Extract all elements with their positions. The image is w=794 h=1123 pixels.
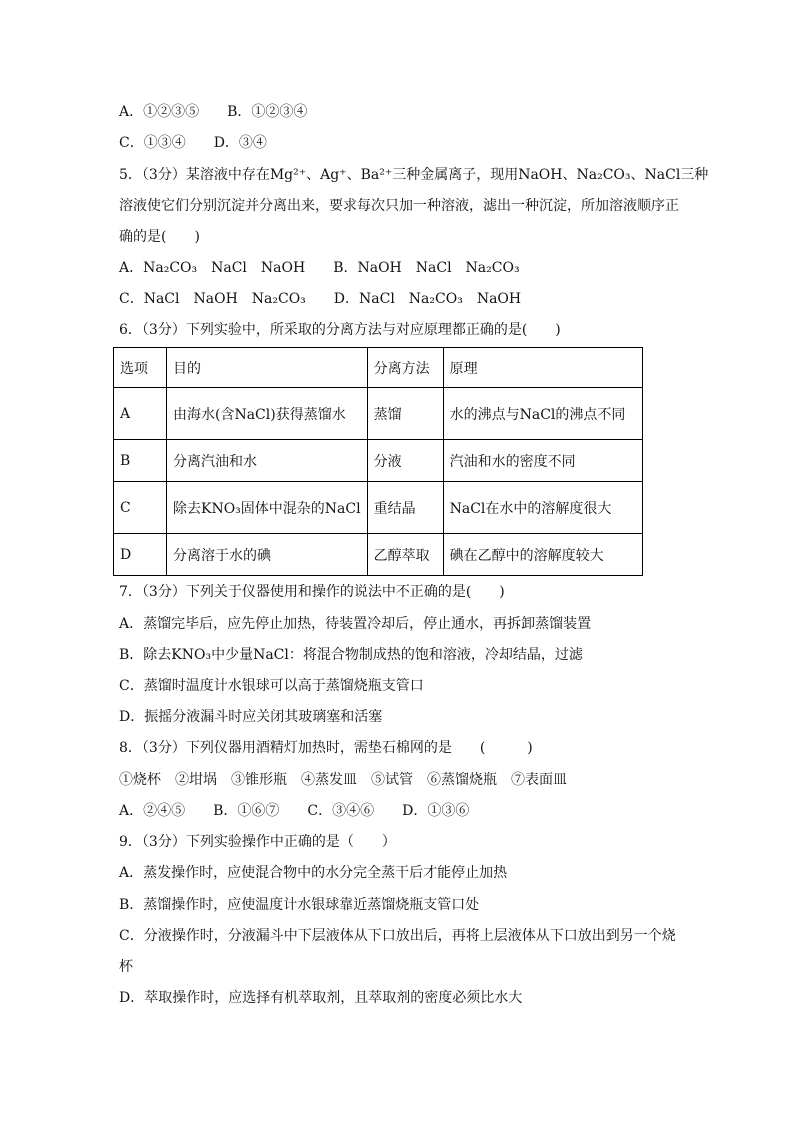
q5-options-cd: C．NaCl NaOH Na₂CO₃ D．NaCl Na₂CO₃ NaOH <box>119 291 522 307</box>
q9-option-b: B．蒸馏操作时，应使温度计水银球靠近蒸馏烧瓶支管口处 <box>119 897 480 913</box>
table-cell: 蒸馏 <box>367 388 443 440</box>
q7-option-b: B．除去KNO₃中少量NaCl：将混合物制成热的饱和溶液，冷却结晶，过滤 <box>119 647 583 663</box>
table-header-cell: 原理 <box>443 348 642 388</box>
q9-option-a: A．蒸发操作时，应使混合物中的水分完全蒸干后才能停止加热 <box>119 865 508 881</box>
table-cell: 分液 <box>367 440 443 482</box>
q9-option-c-line1: C．分液操作时，分液漏斗中下层液体从下口放出后，再将上层液体从下口放出到另一个烧 <box>119 928 676 944</box>
q7-stem: 7．（3分）下列关于仪器使用和操作的说法中不正确的是( ) <box>119 584 505 600</box>
table-row <box>114 440 643 482</box>
table-cell: 除去KNO₃固体中混杂的NaCl <box>167 482 368 534</box>
q7-option-c: C．蒸馏时温度计水银球可以高于蒸馏烧瓶支管口 <box>119 678 424 694</box>
table-header-cell: 分离方法 <box>367 348 443 388</box>
table-cell: 由海水(含NaCl)获得蒸馏水 <box>167 388 368 440</box>
table-cell: D <box>114 534 167 576</box>
table-row <box>114 388 643 440</box>
table-cell: 碘在乙醇中的溶解度较大 <box>443 534 642 576</box>
table-cell: 汽油和水的密度不同 <box>443 440 642 482</box>
q8-stem: 8．（3分）下列仪器用酒精灯加热时，需垫石棉网的是 ( ) <box>119 740 533 756</box>
q6-table <box>113 347 643 576</box>
table-header-row <box>114 348 643 388</box>
q5-stem-line1: 5．（3分）某溶液中存在Mg²⁺、Ag⁺、Ba²⁺三种金属离子，现用NaOH、Na₂CO₃、NaCl三种 <box>119 167 709 183</box>
q5-stem-line3: 确的是( ) <box>119 229 200 245</box>
table-cell: B <box>114 440 167 482</box>
q6-stem: 6．（3分）下列实验中，所采取的分离方法与对应原理都正确的是( ) <box>119 322 561 338</box>
q5-options-ab: A．Na₂CO₃ NaCl NaOH B．NaOH NaCl Na₂CO₃ <box>119 260 520 276</box>
q4-options-cd: C．①③④ D．③④ <box>119 135 267 151</box>
q8-instrument-list: ①烧杯 ②坩埚 ③锥形瓶 ④蒸发皿 ⑤试管 ⑥蒸馏烧瓶 ⑦表面皿 <box>119 772 567 788</box>
q7-option-d: D．振摇分液漏斗时应关闭其玻璃塞和活塞 <box>119 709 383 725</box>
table-cell: NaCl在水中的溶解度很大 <box>443 482 642 534</box>
table-header-cell: 目的 <box>167 348 368 388</box>
table-cell: C <box>114 482 167 534</box>
table-row <box>114 482 643 534</box>
table-cell: 水的沸点与NaCl的沸点不同 <box>443 388 642 440</box>
q8-options: A．②④⑤ B．①⑥⑦ C．③④⑥ D．①③⑥ <box>119 803 470 819</box>
table-cell: 乙醇萃取 <box>367 534 443 576</box>
q9-stem: 9．（3分）下列实验操作中正确的是（ ） <box>119 834 396 850</box>
q7-option-a: A．蒸馏完毕后，应先停止加热，待装置冷却后，停止通水，再拆卸蒸馏装置 <box>119 616 592 632</box>
table-header-cell: 选项 <box>114 348 167 388</box>
table-cell: 分离汽油和水 <box>167 440 368 482</box>
q5-stem-line2: 溶液使它们分别沉淀并分离出来，要求每次只加一种溶液，滤出一种沉淀，所加溶液顺序正 <box>119 198 679 214</box>
q9-option-c-line2: 杯 <box>119 959 133 975</box>
table-cell: 分离溶于水的碘 <box>167 534 368 576</box>
q9-option-d: D．萃取操作时，应选择有机萃取剂，且萃取剂的密度必须比水大 <box>119 990 523 1006</box>
table-cell: 重结晶 <box>367 482 443 534</box>
table-row <box>114 534 643 576</box>
table-cell: A <box>114 388 167 440</box>
q4-options-ab: A．①②③⑤ B．①②③④ <box>119 104 308 120</box>
